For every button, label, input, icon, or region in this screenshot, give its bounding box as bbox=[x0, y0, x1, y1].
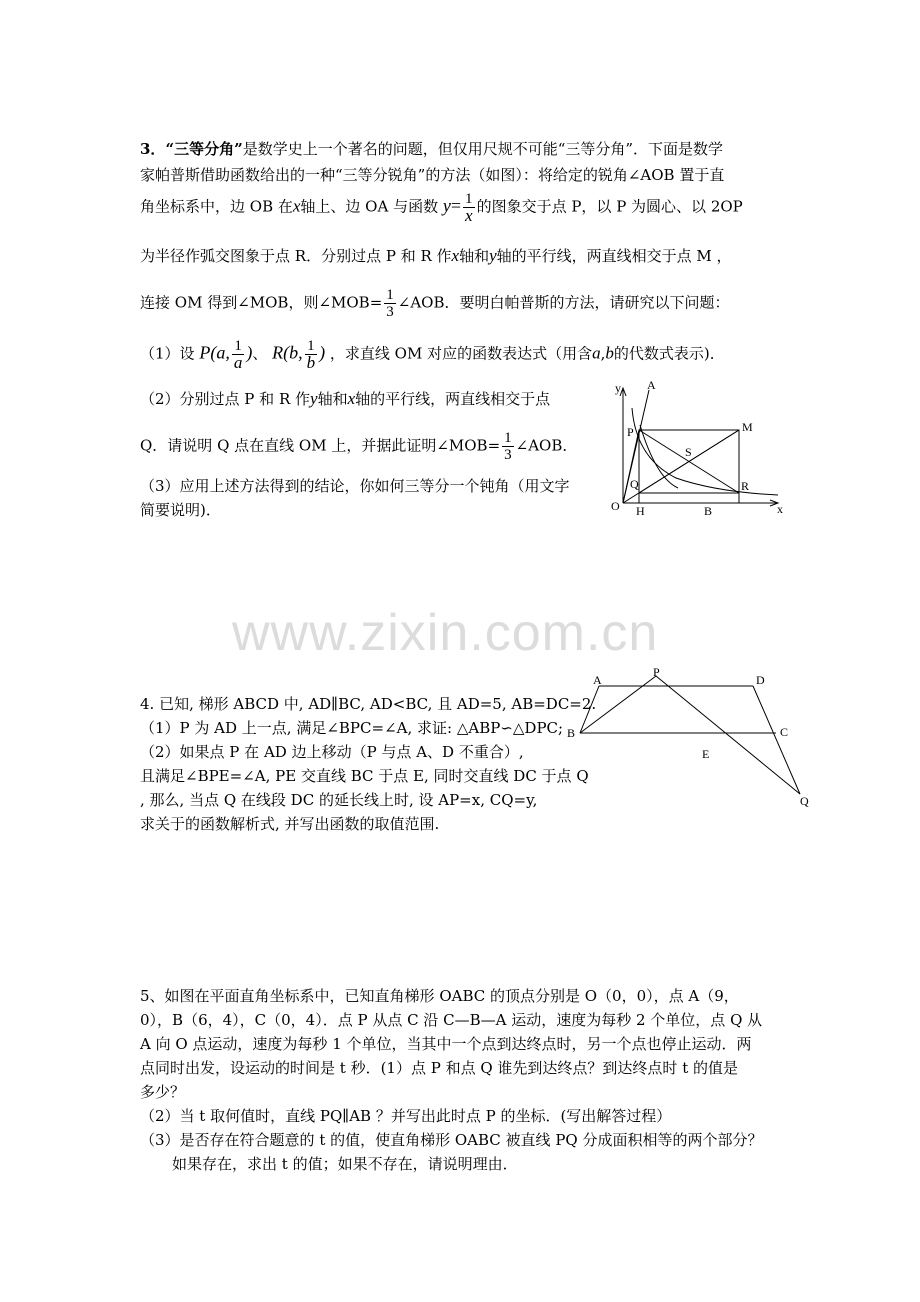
q3-title: “三等分角” bbox=[165, 140, 243, 158]
q4-line-4: 且满足∠BPE=∠A, PE 交直线 BC 于点 E, 同时交直线 DC 于点 Q bbox=[140, 767, 589, 785]
q3-number: 3． bbox=[140, 140, 166, 158]
svg-text:Q: Q bbox=[800, 794, 809, 808]
q4-line-5: , 那么, 当点 Q 在线段 DC 的延长线上时, 设 AP=x, CQ=y, bbox=[140, 791, 538, 809]
q3-line-1: 3．“三等分角”是数学史上一个著名的问题，但仅用尺规不可能“三等分角”．下面是数学 bbox=[140, 140, 724, 158]
q3-line-2: 家帕普斯借助函数给出的一种“三等分锐角”的方法（如图）：将给定的锐角∠AOB 置于直 bbox=[140, 166, 725, 184]
fraction-one-third: $\frac{1}{3}$ bbox=[386, 287, 394, 320]
q5-line-7: （3）是否存在符合题意的 t 的值，使直角梯形 OABC 被直线 PQ 分成面积相等的两个部分？ bbox=[140, 1131, 763, 1149]
svg-text:P: P bbox=[627, 425, 634, 439]
q4-line-6: 求关于的函数解析式, 并写出函数的取值范围. bbox=[140, 815, 440, 833]
q5-line-5: 多少？ bbox=[140, 1083, 186, 1101]
svg-text:B: B bbox=[567, 726, 576, 740]
svg-text:S: S bbox=[685, 445, 692, 459]
q4-line-3: （2）如果点 P 在 AD 边上移动（P 与点 A、D 不重合）, bbox=[140, 743, 524, 761]
svg-text:B: B bbox=[704, 504, 713, 518]
svg-text:R: R bbox=[741, 479, 750, 493]
q5-line-4: 点同时出发，设运动的时间是 t 秒．(1）点 P 和点 Q 谁先到达终点？到达终点时 t 的值是 bbox=[140, 1059, 738, 1077]
segment-pq bbox=[656, 676, 800, 794]
svg-text:x: x bbox=[777, 502, 783, 516]
svg-text:D: D bbox=[756, 673, 765, 687]
fraction-1-over-x: $\frac{1}{x}$ bbox=[465, 191, 473, 225]
q3-line-3: 角坐标系中，边 OB 在x轴上、边 OA 与函数 y= $\frac{1}{x}$ 的图象交于点 P，以 P 为圆心、以 2OP bbox=[140, 191, 743, 225]
svg-text:E: E bbox=[702, 747, 710, 761]
q5-line-3: A 向 O 点运动，速度为每秒 1 个单位，当其中一个点到达终点时，另一个点也停止运动．两 bbox=[140, 1035, 752, 1053]
svg-text:y: y bbox=[615, 381, 621, 395]
q3-part-2b: Q．请说明 Q 点在直线 OM 上，并据此证明∠MOB= $\frac{1}{3}$ ∠AOB． bbox=[140, 430, 578, 463]
q3-part-3a: （3）应用上述方法得到的结论，你如何三等分一个钝角（用文字 bbox=[140, 477, 570, 495]
svg-text:Q: Q bbox=[630, 477, 639, 491]
svg-text:P: P bbox=[653, 665, 660, 679]
q4-figure bbox=[563, 664, 818, 812]
q5-line-2: 0），B（6，4），C（0，4）．点 P 从点 C 沿 C—B—A 运动，速度为每秒 2 个单位，点 Q 从 bbox=[140, 1011, 763, 1029]
q3-figure bbox=[606, 378, 796, 520]
q3-part-1: （1）设 P(a, $\frac{1}{a}$ )、 R(b, $\frac{1}{b}$ ) ，求直线 OM 对应的函数表达式（用含a,b的代数式表示)． bbox=[140, 338, 725, 372]
q4-line-1: 4. 已知, 梯形 ABCD 中, AD∥BC, AD<BC, 且 AD=5, AB=DC=2. bbox=[140, 695, 597, 713]
q3-part-3b: 简要说明)． bbox=[140, 501, 221, 519]
svg-text:A: A bbox=[593, 673, 602, 687]
q3-line-4: 为半径作弧交图象于点 R．分别过点 P 和 R 作x轴和y轴的平行线，两直线相交于点 M ， bbox=[140, 246, 732, 265]
watermark: www.zixin.com.cn bbox=[232, 604, 659, 662]
q3-line-5: 连接 OM 得到∠MOB，则∠MOB= $\frac{1}{3}$ ∠AOB．要明白帕普斯的方法，请研究以下问题： bbox=[140, 287, 730, 320]
svg-text:O: O bbox=[611, 499, 620, 513]
q5-line-6: （2）当 t 取何值时，直线 PQ∥AB ？并写出此时点 P 的坐标．(写出解答过程） bbox=[140, 1107, 672, 1125]
q4-line-2: （1）P 为 AD 上一点, 满足∠BPC=∠A, 求证: △ABP∽△DPC; bbox=[140, 719, 564, 737]
svg-text:C: C bbox=[780, 725, 789, 739]
svg-text:M: M bbox=[742, 420, 753, 434]
q3-part-2a: （2）分别过点 P 和 R 作y轴和x轴的平行线，两直线相交于点 bbox=[140, 389, 551, 408]
svg-text:A: A bbox=[647, 378, 656, 392]
svg-text:H: H bbox=[636, 504, 645, 518]
q5-line-8: 如果存在，求出 t 的值；如果不存在，请说明理由． bbox=[172, 1155, 518, 1173]
q5-line-1: 5、如图在平面直角坐标系中，已知直角梯形 OABC 的顶点分别是 O（0，0），点 A（9， bbox=[140, 987, 739, 1005]
side-dc bbox=[753, 686, 800, 794]
